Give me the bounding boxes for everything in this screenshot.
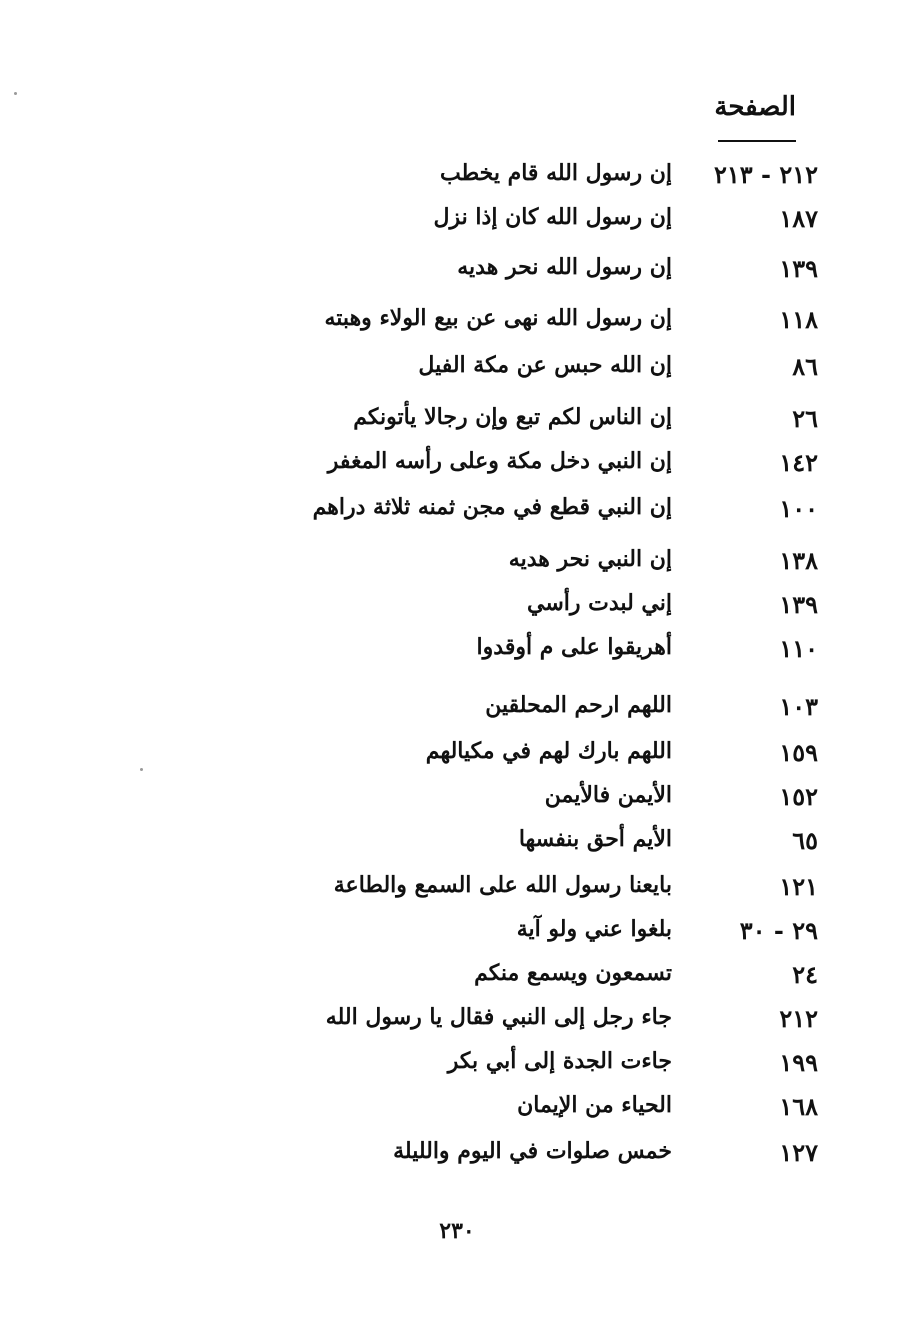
entry-page-number: ٢٩ - ٣٠ bbox=[739, 916, 818, 945]
entry-hadith-text: جاء رجل إلى النبي فقال يا رسول الله bbox=[325, 1004, 672, 1030]
entry-hadith-text: اللهم بارك لهم في مكيالهم bbox=[425, 738, 672, 764]
index-entry bbox=[218, 1048, 818, 1088]
entry-hadith-text: تسمعون ويسمع منكم bbox=[474, 960, 672, 986]
entry-page-number: ١٥٩ bbox=[779, 738, 818, 767]
entry-page-number: ١٠٠ bbox=[779, 494, 818, 523]
index-entry bbox=[218, 826, 818, 866]
entry-page-number: ١٢٧ bbox=[779, 1138, 818, 1167]
entry-page-number: ٢٤ bbox=[792, 960, 818, 989]
entry-hadith-text: إن النبي نحر هديه bbox=[508, 546, 672, 572]
index-entry bbox=[218, 494, 818, 534]
entry-hadith-text: إن الناس لكم تبع وإن رجالا يأتونكم bbox=[353, 404, 672, 430]
entry-hadith-text: اللهم ارحم المحلقين bbox=[485, 692, 672, 718]
entry-hadith-text: إن رسول الله نهى عن بيع الولاء وهبته bbox=[324, 305, 672, 331]
index-entry bbox=[218, 1092, 818, 1132]
footer-page-number: ٢٣٠ bbox=[439, 1218, 475, 1244]
index-entry bbox=[218, 634, 818, 674]
index-entry bbox=[218, 160, 818, 200]
index-entry bbox=[218, 254, 818, 294]
index-entry bbox=[218, 590, 818, 630]
entry-hadith-text: إن رسول الله كان إذا نزل bbox=[433, 204, 672, 230]
entry-page-number: ١٥٢ bbox=[779, 782, 818, 811]
entry-page-number: ٨٦ bbox=[792, 352, 818, 381]
paper-speck bbox=[140, 768, 143, 771]
entry-page-number: ٢٦ bbox=[792, 404, 818, 433]
entry-page-number: ١٢١ bbox=[779, 872, 818, 901]
entry-page-number: ٢١٢ - ٢١٣ bbox=[713, 160, 818, 189]
index-entry bbox=[218, 404, 818, 444]
entry-page-number: ١٣٩ bbox=[779, 254, 818, 283]
entry-page-number: ٦٥ bbox=[792, 826, 818, 855]
index-entry bbox=[218, 1004, 818, 1044]
entry-hadith-text: الحياء من الإيمان bbox=[517, 1092, 672, 1118]
index-entry bbox=[218, 352, 818, 392]
entry-page-number: ٢١٢ bbox=[779, 1004, 818, 1033]
entry-hadith-text: خمس صلوات في اليوم والليلة bbox=[393, 1138, 672, 1164]
index-entry bbox=[218, 1138, 818, 1178]
index-entry bbox=[218, 204, 818, 244]
index-entry bbox=[218, 546, 818, 586]
index-entry bbox=[218, 448, 818, 488]
page-column-header: الصفحة bbox=[714, 92, 796, 122]
entry-page-number: ١١٠ bbox=[779, 634, 818, 663]
entry-hadith-text: إن رسول الله قام يخطب bbox=[439, 160, 672, 186]
paper-speck bbox=[14, 92, 17, 95]
index-entry bbox=[218, 916, 818, 956]
entry-page-number: ١٤٢ bbox=[779, 448, 818, 477]
entry-hadith-text: بلغوا عني ولو آية bbox=[516, 916, 672, 942]
entry-hadith-text: إن النبي دخل مكة وعلى رأسه المغفر bbox=[327, 448, 672, 474]
index-entry bbox=[218, 782, 818, 822]
entry-hadith-text: إن الله حبس عن مكة الفيل bbox=[418, 352, 672, 378]
entry-hadith-text: إن النبي قطع في مجن ثمنه ثلاثة دراهم bbox=[312, 494, 672, 520]
entry-page-number: ١٠٣ bbox=[779, 692, 818, 721]
entry-hadith-text: إني لبدت رأسي bbox=[527, 590, 672, 616]
entry-page-number: ١٦٨ bbox=[779, 1092, 818, 1121]
entry-page-number: ١٩٩ bbox=[779, 1048, 818, 1077]
entry-hadith-text: بايعنا رسول الله على السمع والطاعة bbox=[333, 872, 672, 898]
entry-hadith-text: إن رسول الله نحر هديه bbox=[457, 254, 672, 280]
index-entry bbox=[218, 872, 818, 912]
entry-hadith-text: جاءت الجدة إلى أبي بكر bbox=[447, 1048, 672, 1074]
entry-page-number: ١٣٩ bbox=[779, 590, 818, 619]
entry-hadith-text: أهريقوا على م أوقدوا bbox=[476, 634, 672, 660]
index-entry bbox=[218, 305, 818, 345]
index-entry bbox=[218, 692, 818, 732]
entry-page-number: ١٣٨ bbox=[779, 546, 818, 575]
index-entry bbox=[218, 960, 818, 1000]
entry-page-number: ١٨٧ bbox=[779, 204, 818, 233]
entry-hadith-text: الأيمن فالأيمن bbox=[544, 782, 672, 808]
entry-page-number: ١١٨ bbox=[779, 305, 818, 334]
entry-hadith-text: الأيم أحق بنفسها bbox=[518, 826, 672, 852]
index-entry bbox=[218, 738, 818, 778]
